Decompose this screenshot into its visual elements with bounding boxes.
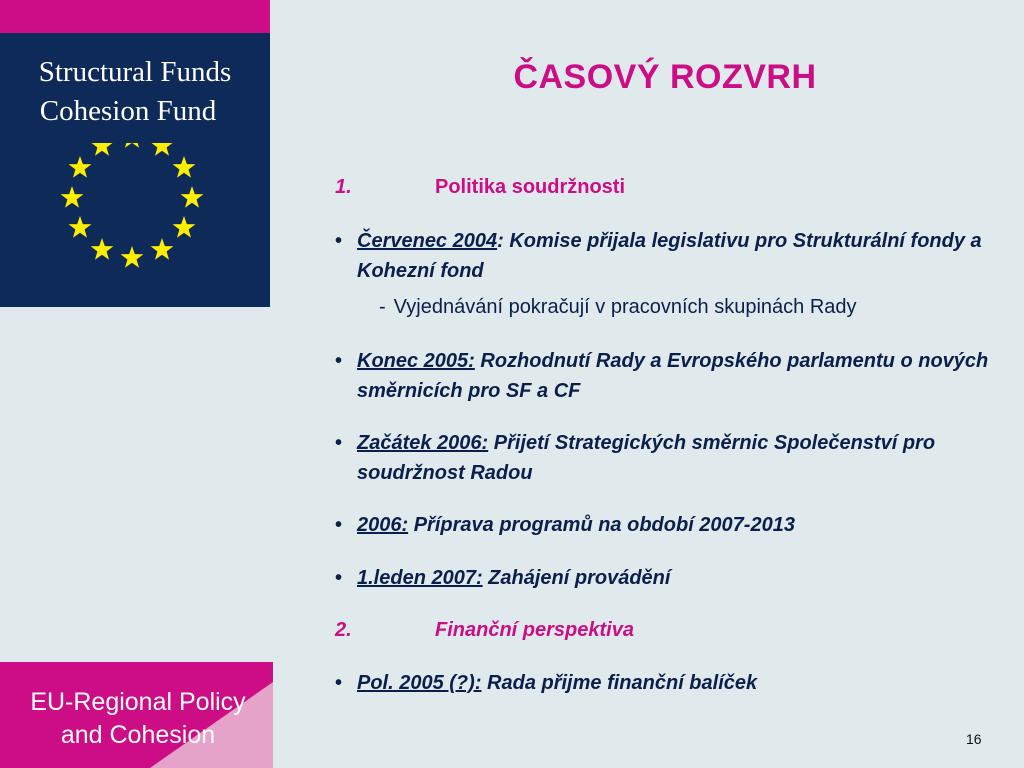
eu-star-circle-icon: [50, 143, 220, 313]
bullet-text: Přijetí Strategických směrnic Společenství pro soudržnost Radou: [357, 432, 936, 484]
bullet-date: Začátek 2006:: [357, 432, 489, 454]
list-item: [335, 510, 995, 540]
sidebar-title-line2: Cohesion Fund: [39, 95, 217, 127]
bullet-date: 1.leden 2007:: [357, 567, 483, 589]
section-number: 2.: [335, 619, 352, 641]
bullet-text: Zahájení provádění: [482, 567, 671, 589]
bullet-symbol: •: [335, 230, 343, 252]
page-title: ČASOVÝ ROZVRH: [513, 58, 817, 96]
list-item: [335, 563, 995, 593]
list-item: [335, 346, 995, 406]
star-icon: [173, 156, 196, 178]
sub-item: [379, 292, 857, 322]
bullet-symbol: •: [335, 567, 343, 589]
bullet-text: : Komise přijala legislativu pro Strukturální fondy a Kohezní fond: [357, 230, 982, 282]
section-label: Finanční perspektiva: [435, 619, 634, 641]
bullet-text: Rada přijme finanční balíček: [481, 672, 758, 694]
star-icon: [181, 186, 204, 208]
section-number: 1.: [335, 176, 352, 198]
bullet-symbol: •: [335, 432, 343, 454]
footer-text: [0, 686, 276, 752]
section-heading-2: [335, 619, 634, 642]
section-label: Politika soudržnosti: [435, 176, 626, 198]
star-icon: [151, 143, 174, 156]
sidebar-title-panel: [0, 33, 270, 307]
bullet-symbol: •: [335, 350, 343, 372]
footer-line2: and Cohesion: [60, 721, 216, 749]
sidebar-title-line1: Structural Funds: [38, 56, 232, 88]
bullet-date: Pol. 2005 (?):: [357, 672, 482, 694]
list-item: [335, 226, 995, 286]
list-item: [335, 428, 995, 488]
list-item: [335, 668, 995, 698]
star-icon: [61, 186, 84, 208]
footer-line1: EU-Regional Policy: [30, 688, 246, 716]
bullet-text: Příprava programů na období 2007-2013: [408, 514, 795, 536]
star-ring: [61, 143, 204, 268]
bullet-date: Konec 2005:: [357, 350, 475, 372]
bullet-symbol: •: [335, 514, 343, 536]
sub-item-text: Vyjednávání pokračují v pracovních skupinách Rady: [393, 296, 857, 318]
bullet-date: Červenec 2004: [357, 230, 498, 252]
top-accent-bar: [0, 0, 270, 33]
bullet-text: Rozhodnutí Rady a Evropského parlamentu o nových směrnicích pro SF a CF: [357, 350, 989, 402]
page-number: 16: [966, 731, 982, 747]
star-icon: [173, 216, 196, 238]
star-icon: [91, 238, 114, 260]
sidebar-title: [0, 53, 270, 131]
star-icon: [69, 216, 92, 238]
section-heading-1: [335, 176, 625, 199]
bullet-date: 2006:: [357, 514, 409, 536]
star-icon: [121, 246, 144, 268]
bullet-symbol: •: [335, 672, 343, 694]
star-icon: [91, 143, 114, 156]
star-icon: [121, 143, 144, 148]
footer-panel: [0, 662, 273, 768]
sub-item-dash: -: [379, 296, 386, 318]
star-icon: [151, 238, 174, 260]
star-icon: [69, 156, 92, 178]
